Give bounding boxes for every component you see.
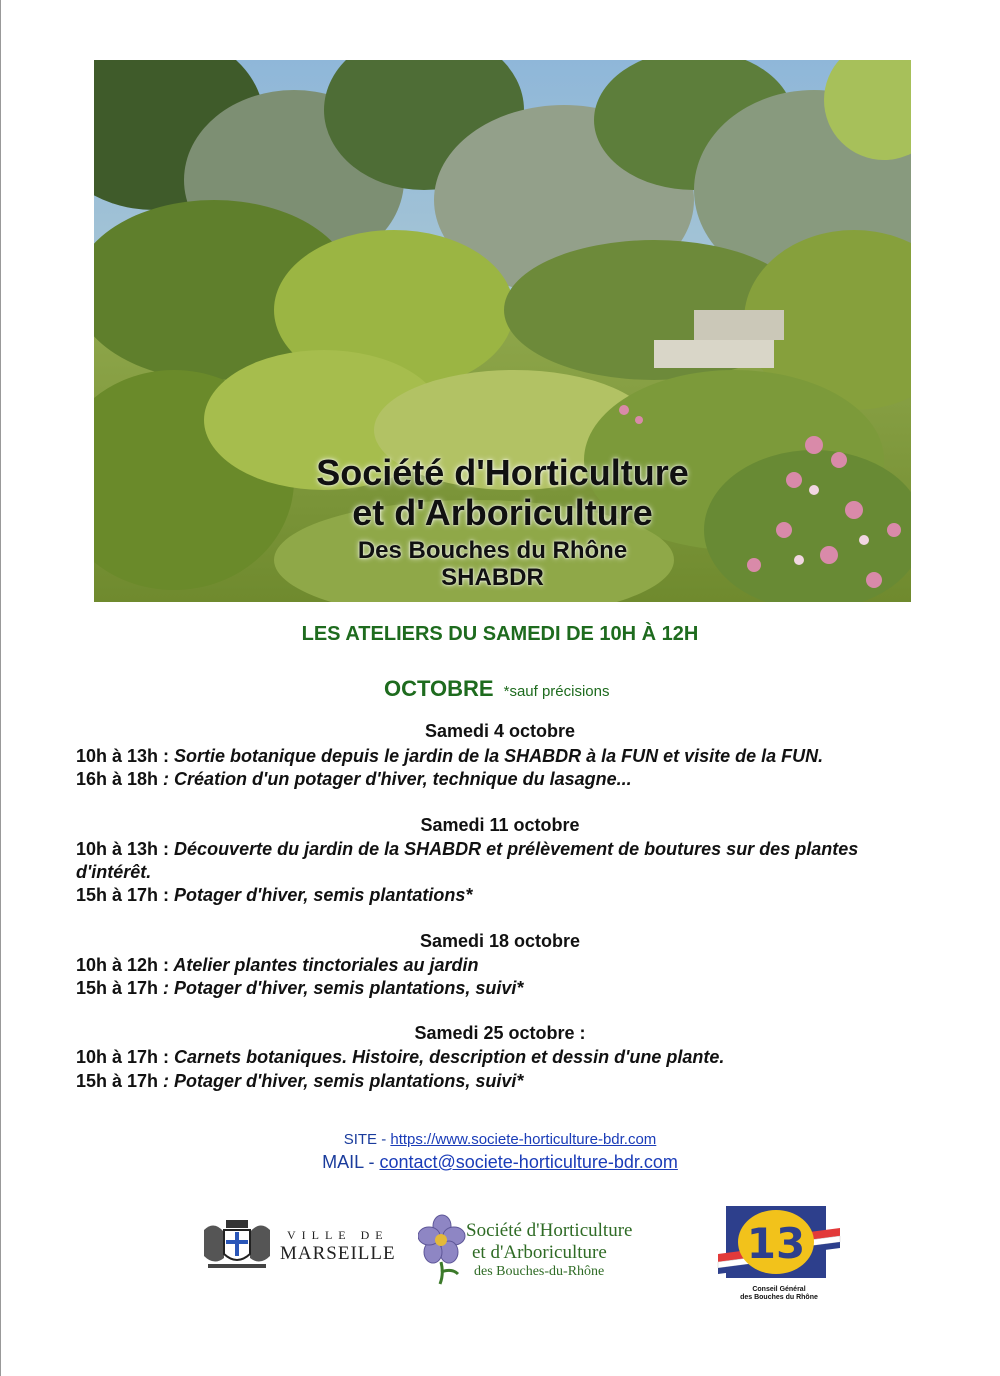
entry-time: 10h à 12h : [76,955,170,975]
entry-description: Carnets botaniques. Histoire, description et dessin d'une plante. [169,1047,725,1067]
hero-title-line1: Société d'Horticulture [316,452,689,493]
schedule-entry [76,768,916,791]
marseille-line2: MARSEILLE [280,1243,396,1264]
shabdr-line2: et d'Arboriculture [472,1242,607,1263]
cg-line2: des Bouches du Rhône [740,1294,818,1301]
marseille-text [280,1228,396,1265]
entry-description: : Potager d'hiver, semis plantations, suivi* [158,1071,524,1091]
entry-description: : Potager d'hiver, semis plantations, suivi* [158,978,524,998]
schedule-entry [76,1070,916,1093]
entry-time: 15h à 17h [76,1071,159,1091]
schedule-entry [76,977,916,1000]
day-heading: Samedi 4 octobre [424,721,576,741]
month-title: OCTOBRE [384,676,494,701]
hero-subtitle-line1: Des Bouches du Rhône [357,537,628,564]
entry-time: 10h à 17h : [76,1047,170,1067]
shabdr-text [466,1220,632,1280]
schedule-entry [76,954,916,977]
hero-title-line2: et d'Arboriculture [352,492,653,533]
marseille-line1: VILLE DE [286,1228,389,1242]
schedule-entry [76,745,916,768]
schedule-entry [76,838,916,884]
cg-caption [714,1286,844,1302]
logo-ville-de-marseille [198,1216,396,1276]
mail-label: MAIL - [322,1152,380,1172]
cg13-number: 13 [746,1219,806,1268]
ateliers-heading: LES ATELIERS DU SAMEDI DE 10H À 12H [301,623,699,645]
entry-time: 15h à 17h [76,978,159,998]
schedule-entry [76,884,916,907]
mail-link[interactable]: contact@societe-horticulture-bdr.com [379,1152,678,1172]
hero-subtitle-line2: SHABDR [441,564,544,591]
entry-description: : Création d'un potager d'hiver, technique du lasagne... [158,769,632,789]
day-heading: Samedi 25 octobre : [414,1023,586,1043]
site-link[interactable]: https://www.societe-horticulture-bdr.com [390,1131,657,1148]
entry-description: Découverte du jardin de la SHABDR et prélèvement de boutures sur des plantes d'intérêt. [76,839,859,882]
schedule-entry [76,1046,916,1069]
cg13-emblem-icon [714,1204,844,1284]
logo-shabdr [418,1214,668,1286]
cg-line1: Conseil Général [752,1286,806,1293]
day-heading: Samedi 11 octobre [420,815,580,835]
logo-conseil-general [714,1204,844,1304]
entry-description: Potager d'hiver, semis plantations* [169,885,473,905]
shabdr-line1: Société d'Horticulture [466,1220,633,1241]
day-heading: Samedi 18 octobre [419,931,581,951]
hero-garden-photo [94,60,911,602]
site-label: SITE - [343,1131,391,1148]
entry-description: Atelier plantes tinctoriales au jardin [169,955,479,975]
flower-icon [418,1214,468,1286]
site-line [0,1131,1000,1148]
entry-time: 15h à 17h : [76,885,170,905]
entry-time: 16h à 18h [76,769,159,789]
entry-time: 10h à 13h : [76,746,170,766]
month-note: *sauf précisions [503,683,610,700]
marseille-crest-icon [198,1216,276,1272]
mail-line [0,1152,1000,1173]
shabdr-line3: des Bouches-du-Rhône [474,1264,605,1279]
month-line [384,676,610,702]
entry-time: 10h à 13h : [76,839,170,859]
entry-description: Sortie botanique depuis le jardin de la SHABDR à la FUN et visite de la FUN. [169,746,824,766]
